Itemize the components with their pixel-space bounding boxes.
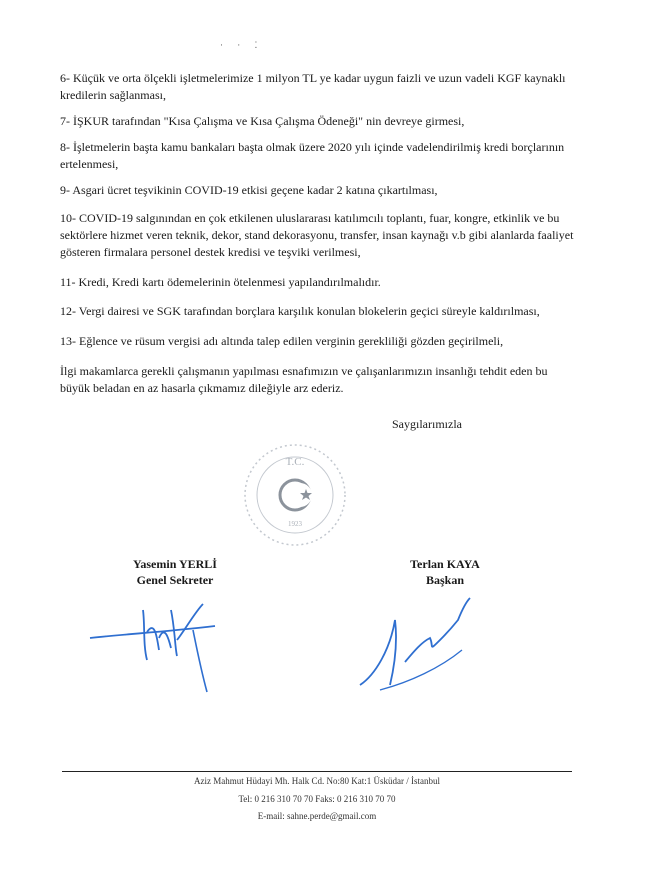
closing-paragraph: İlgi makamlarca gerekli çalışmanın yapılması esnafımızın ve çalışanlarımızın insanlığı tehdit eden bu büyük beladan en az hasarla çıkmamız dileğiyle arz ederiz. bbox=[60, 364, 548, 395]
list-item-12: 12- Vergi dairesi ve SGK tarafından borçlara karşılık konulan blokelerin geçici süreyle kaldırılması, bbox=[60, 304, 540, 318]
list-item-13: 13- Eğlence ve rüsum vergisi adı altında talep edilen verginin gerekliliği gözden geçirilmeli, bbox=[60, 334, 504, 348]
signatory-left-title: Genel Sekreter bbox=[136, 573, 214, 587]
closing-salutation: Saygılarımızla bbox=[392, 417, 462, 431]
footer-address: Aziz Mahmut Hüdayi Mh. Halk Cd. No:80 Kat:1 Üsküdar / İstanbul bbox=[194, 776, 440, 786]
footer-phone: Tel: 0 216 310 70 70 Faks: 0 216 310 70 70 bbox=[238, 794, 396, 804]
scan-specks: · · ⁚ bbox=[220, 40, 264, 50]
list-item-9: 9- Asgari ücret teşvikinin COVID-19 etkisi geçene kadar 2 katına çıkartılması, bbox=[60, 183, 438, 197]
signatory-right-title: Başkan bbox=[425, 573, 465, 587]
footer-email: E-mail: sahne.perde@gmail.com bbox=[257, 811, 377, 821]
signatory-left-name: Yasemin YERLİ bbox=[133, 557, 217, 571]
footer-divider bbox=[62, 771, 572, 772]
signatory-left bbox=[110, 556, 240, 588]
signatory-right bbox=[385, 556, 505, 588]
list-item-7: 7- İŞKUR tarafından "Kısa Çalışma ve Kısa Çalışma Ödeneği" nin devreye girmesi, bbox=[60, 114, 465, 128]
signature-right bbox=[350, 590, 480, 700]
list-item-8: 8- İşletmelerin başta kamu bankaları başta olmak üzere 2020 yılı içinde vadelendirilmiş kredi borçlarının ertelenmesi, bbox=[60, 140, 565, 171]
official-stamp bbox=[240, 440, 350, 550]
signatory-right-name: Terlan KAYA bbox=[410, 557, 480, 571]
list-item-11: 11- Kredi, Kredi kartı ödemelerinin ötelenmesi yapılandırılmalıdır. bbox=[60, 275, 381, 289]
list-item-10: 10- COVID-19 salgınından en çok etkilenen uluslararası katılımcılı toplantı, fuar, kongre, etkinlik ve bu sektörlere hizmet veren teknik, dekor, stand dekorasyonu, transfer, insan kaynağı v.b gibi alanlarda faaliyet gösteren firmalara personel destek kredisi ve teşviki verilmesi, bbox=[60, 211, 574, 259]
stamp-year: 1923 bbox=[288, 520, 302, 528]
stamp-text: T.C. bbox=[285, 456, 305, 468]
signature-left bbox=[85, 590, 225, 700]
list-item-6: 6- Küçük ve orta ölçekli işletmelerimize 1 milyon TL ye kadar uygun faizli ve uzun vadeli KGF kaynaklı kredilerin sağlanması, bbox=[60, 71, 566, 102]
